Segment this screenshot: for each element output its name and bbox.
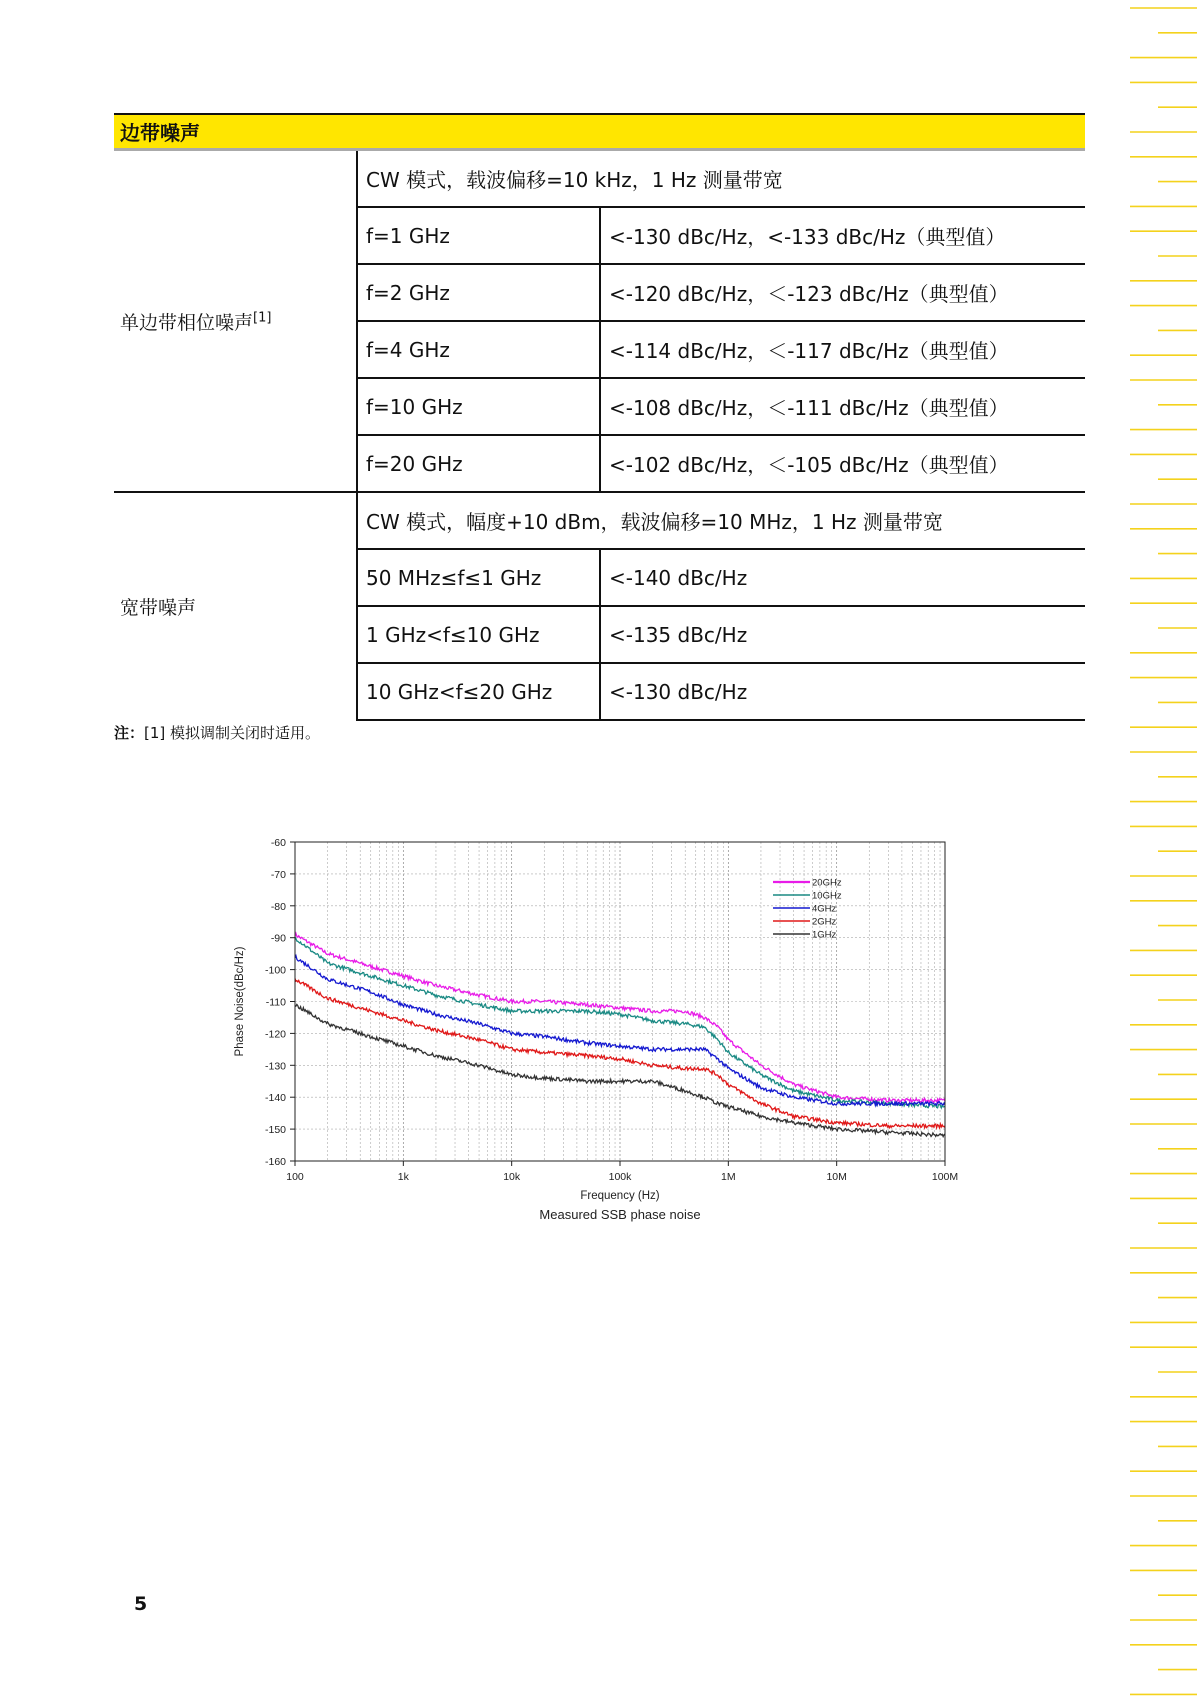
y-tick-label: -70: [270, 868, 286, 881]
y-axis-label: Phase Noise(dBc/Hz): [234, 946, 246, 1057]
broadband-freq-2: 1 GHz<f≤10 GHz: [357, 606, 600, 663]
broadband-noise-label: 宽带噪声: [114, 492, 357, 720]
y-tick-label: -100: [264, 964, 286, 977]
x-tick-label: 100k: [608, 1171, 632, 1183]
ssb-value-5: <-102 dBc/Hz，＜-105 dBc/Hz（典型值）: [600, 435, 1085, 492]
broadband-value-1: <-140 dBc/Hz: [600, 549, 1085, 606]
x-tick-label: 10k: [503, 1171, 521, 1183]
y-tick-label: -110: [265, 996, 286, 1009]
y-tick-label: -160: [264, 1156, 286, 1168]
legend-label-4GHz: 4GHz: [812, 903, 837, 915]
ssb-value-3: <-114 dBc/Hz，＜-117 dBc/Hz（典型值）: [600, 321, 1085, 378]
broadband-freq-3: 10 GHz<f≤20 GHz: [357, 663, 600, 720]
y-tick-label: -60: [270, 837, 286, 849]
legend-label-2GHz: 2GHz: [812, 916, 837, 928]
side-band-noise-table: [114, 113, 1085, 721]
ssb-freq-5: f=20 GHz: [357, 435, 600, 492]
ssb-value-4: <-108 dBc/Hz，＜-111 dBc/Hz（典型值）: [600, 378, 1085, 435]
edge-decoration: [1128, 0, 1199, 1696]
footnote-prefix: 注：: [114, 724, 145, 742]
ssb-value-2: <-120 dBc/Hz，＜-123 dBc/Hz（典型值）: [600, 264, 1085, 321]
ssb-freq-4: f=10 GHz: [357, 378, 600, 435]
section-title: 边带噪声: [114, 114, 1085, 150]
x-tick-label: 1M: [721, 1171, 736, 1183]
x-tick-label: 100: [286, 1171, 304, 1183]
chart-legend: [773, 878, 842, 941]
legend-label-1GHz: 1GHz: [812, 929, 837, 941]
y-tick-label: -150: [264, 1124, 286, 1137]
x-tick-label: 100M: [931, 1171, 959, 1183]
ssb-freq-2: f=2 GHz: [357, 264, 600, 321]
y-tick-label: -120: [264, 1028, 286, 1041]
x-tick-label: 10M: [826, 1171, 847, 1183]
broadband-freq-1: 50 MHz≤f≤1 GHz: [357, 549, 600, 606]
footnote-text: [1] 模拟调制关闭时适用。: [144, 724, 321, 742]
legend-label-20GHz: 20GHz: [812, 877, 842, 889]
y-tick-label: -90: [270, 932, 286, 945]
broadband-value-2: <-135 dBc/Hz: [600, 606, 1085, 663]
page-number: 5: [134, 1593, 148, 1615]
x-axis-label: Frequency (Hz): [580, 1190, 660, 1202]
ssb-freq-3: f=4 GHz: [357, 321, 600, 378]
ssb-phase-noise-label: 单边带相位噪声[1]: [114, 150, 357, 493]
ssb-value-1: <-130 dBc/Hz，<-133 dBc/Hz（典型值）: [600, 207, 1085, 264]
footnote: [114, 722, 320, 743]
broadband-value-3: <-130 dBc/Hz: [600, 663, 1085, 720]
ssb-freq-1: f=1 GHz: [357, 207, 600, 264]
y-tick-label: -80: [270, 900, 286, 913]
y-tick-label: -130: [264, 1060, 286, 1073]
footnote-ref: [1]: [253, 310, 272, 326]
legend-label-10GHz: 10GHz: [812, 890, 842, 902]
phase-noise-chart: [220, 830, 960, 1230]
y-tick-label: -140: [264, 1092, 286, 1105]
chart-caption: Measured SSB phase noise: [539, 1207, 701, 1222]
x-tick-label: 1k: [397, 1171, 409, 1183]
ssb-condition: CW 模式，载波偏移=10 kHz，1 Hz 测量带宽: [357, 150, 1085, 208]
broadband-condition: CW 模式，幅度+10 dBm，载波偏移=10 MHz，1 Hz 测量带宽: [357, 492, 1085, 549]
